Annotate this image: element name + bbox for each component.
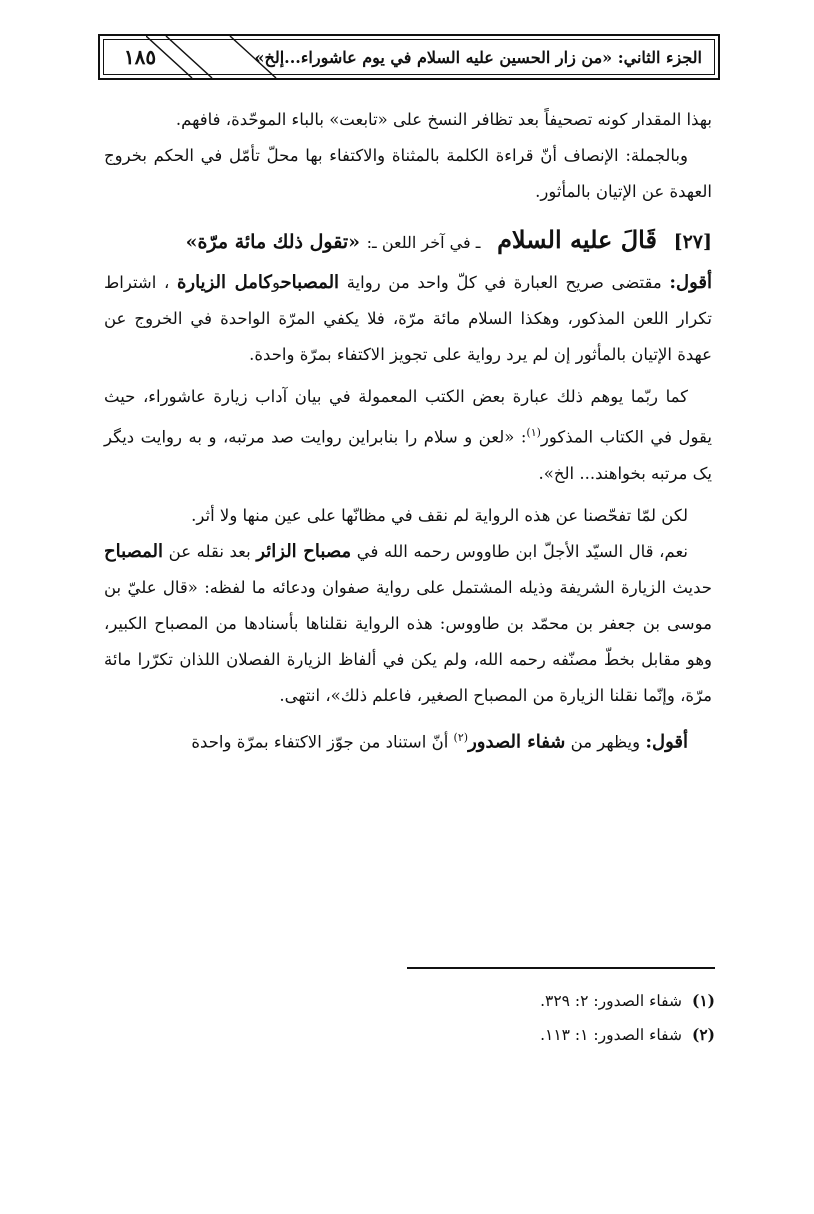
aqul-label-2: أقول: bbox=[645, 731, 688, 752]
p3-text-1: مقتضى صريح العبارة في كلّ واحد من رواية bbox=[346, 273, 662, 292]
kamil-ref: كامل الزيارة bbox=[176, 272, 272, 293]
heading-quote: «تقول ذلك مائة مرّة» bbox=[185, 231, 361, 253]
footnote-2-number: (٢) bbox=[691, 1025, 715, 1044]
footnote-2-text: شفاء الصدور: ١: ١١٣. bbox=[540, 1026, 682, 1044]
p3-text-2: ، اشتراط تكرار اللعن المذكور، وهكذا السلام مائة مرّة، فلا يكفي المرّة الواحدة في الخروج عن عهدة الإتيان بالمأثور إن لم يرد رواية على تجويز الاكتفاء بمرّة واحدة. bbox=[104, 273, 712, 364]
qal-calligraphy: قَالَ عليه السلام bbox=[497, 225, 657, 254]
footnote-ref-2: (٢) bbox=[453, 730, 469, 744]
paragraph-1: بهذا المقدار كونه تصحيفاً بعد تظافر النسخ على «تابعت» بالباء الموحّدة، فافهم. bbox=[175, 110, 712, 129]
footnote-1 bbox=[315, 984, 715, 1018]
paragraph-2: وبالجملة: الإنصاف أنّ قراءة الكلمة بالمثناة والاكتفاء بها محلّ تأمّل في الحكم بخروج العهدة عن الإتيان بالمأثور. bbox=[104, 146, 712, 201]
paragraph-4 bbox=[104, 379, 712, 492]
aqul-label: أقول: bbox=[669, 272, 712, 293]
p4-text-2: : «لعن و سلام را بنابراين روايت صد مرتبه، و به روايت ديگر يک مرتبه بخواهند... الخ». bbox=[104, 427, 712, 483]
paragraph-3 bbox=[104, 265, 712, 373]
page-header bbox=[98, 34, 720, 80]
paragraph-5: لكن لمّا تفحّصنا عن هذه الرواية لم نقف في مظانّها على عين منها ولا أثر. bbox=[191, 505, 688, 525]
heading-middle: ـ في آخر اللعن ـ: bbox=[366, 233, 481, 252]
p6-text-3: حديث الزيارة الشريفة وذيله المشتمل على رواية صفوان ودعائه ما لفظه: «قال عليّ بن موسى بن جعفر بن محمّد بن طاووس: هذه الرواية نقلناها بأسنادها من المصباح الكبير، وهو مقابل بخطّ مصنّفه رحمه الله، ولم يكن في ألفاظ الزيارة الفصلان اللذان تكرّرا مائة مرّة، وإنّما نقلنا الزيارة من المصباح الصغير، فاعلم ذلك»، انتهى. bbox=[104, 577, 712, 705]
section-number: [٢٧] bbox=[673, 231, 712, 253]
p7-text-1: ويظهر من bbox=[570, 732, 641, 751]
misbah-ref: المصباح bbox=[280, 272, 340, 293]
running-title: الجزء الثاني: «من زار الحسين عليه السلام في يوم عاشوراء...إلخ» bbox=[254, 47, 702, 67]
footnote-1-text: شفاء الصدور: ٢: ٣٢٩. bbox=[540, 992, 682, 1010]
p6-text-1: نعم، قال السيّد الأجلّ ابن طاووس رحمه الله في bbox=[356, 541, 688, 561]
p6-text-2: بعد نقله عن bbox=[168, 541, 251, 561]
misbah-zaer-ref: مصباح الزائر bbox=[256, 540, 352, 562]
shifa-ref: شفاء الصدور bbox=[468, 731, 566, 752]
footnote-2 bbox=[315, 1018, 715, 1052]
footnote-1-number: (١) bbox=[691, 991, 715, 1010]
section-heading bbox=[104, 220, 712, 263]
footnotes bbox=[315, 984, 715, 1052]
footnote-separator bbox=[407, 967, 715, 969]
paragraph-7 bbox=[104, 720, 712, 761]
page-number: ١٨٥ bbox=[123, 45, 157, 69]
paragraph-6 bbox=[104, 534, 712, 714]
p7-text-2: أنّ استناد من جوّز الاكتفاء بمرّة واحدة bbox=[191, 732, 449, 751]
footnote-ref-1: (١) bbox=[526, 426, 541, 439]
body-text bbox=[104, 102, 712, 760]
p3-and: و bbox=[271, 273, 281, 292]
misbah-ref-2: المصباح bbox=[104, 540, 164, 562]
p4-text-1: كما ربّما يوهم ذلك عبارة بعض الكتب المعمولة في بيان آداب زيارة عاشوراء، حيث يقول في الكتاب المذكور bbox=[104, 387, 712, 447]
